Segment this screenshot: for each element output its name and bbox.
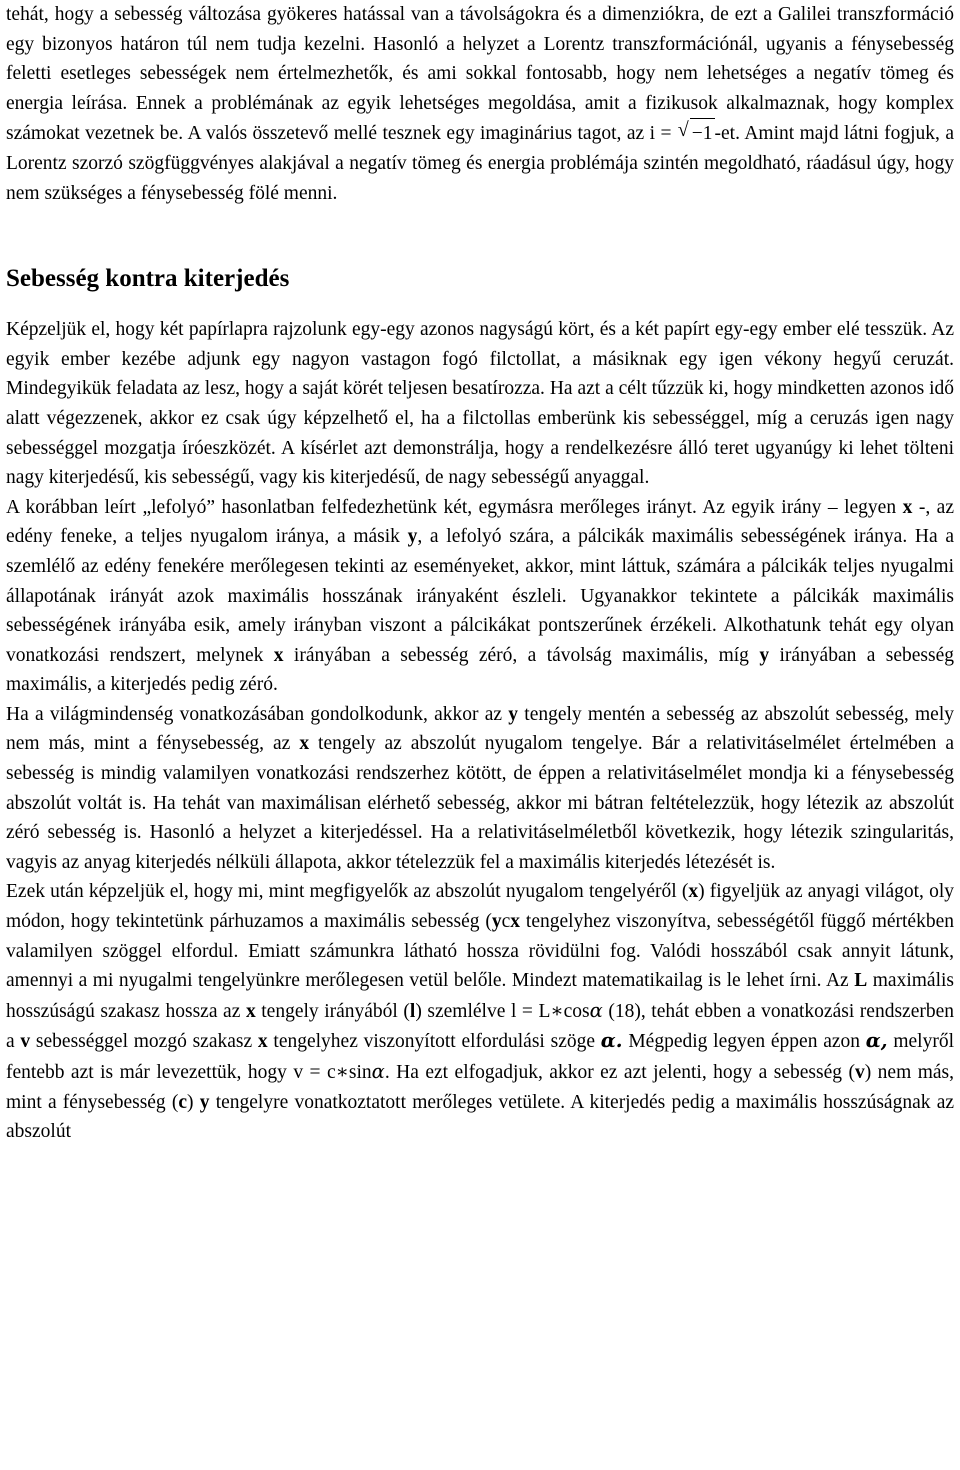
text-run: ) — [187, 1091, 200, 1113]
formula-velocity: v = c∗sin — [293, 1062, 372, 1083]
text-run: c — [501, 911, 511, 933]
paragraph-observer — [6, 877, 954, 1146]
text-run: Mégpedig legyen éppen azon — [622, 1031, 866, 1053]
math-i: i — [649, 123, 655, 145]
text-run: irányában a sebesség zéró, a távolság maximális, míg — [283, 644, 760, 666]
text-run: (18), tehát ebben a vonatkozási rendszerben a — [6, 1000, 955, 1053]
text-run: , a lefolyó szára, a pálcikák maximális sebességének iránya. Ha a szemlélő az edény fenekére merőlegesen tekinti az eseményeket, akkor, mint láttuk, számára a pálcikák teljes nyugalmi állapotának irányát azok maximális hosszának irányaként észleli. Ugyanakkor tekintete a pálcikák maximális sebességének irányába esik, amely irányban viszont a pálcikákat pontszerűnek érzékeli. Alkothatunk tehát egy olyan vonatkozási rendszert, melynek — [6, 526, 954, 666]
paragraph-experiment: Képzeljük el, hogy két papírlapra rajzolunk egy-egy azonos nagyságú kört, és a két papírt egy-egy ember elé tesszük. Az egyik ember kezébe adjunk egy nagyon vastagon fogó filctollat, a másiknak egy igen vékony hegyű ceruzát. Mindegyikük feladata az lesz, hogy a saját körét teljesen besatírozza. Ha azt a célt tűzzük ki, hogy mindketten azonos idő alatt végezzenek, akkor ez csak úgy képzelhető el, ha a filctollas emberünk kis sebességgel, míg a ceruzás igen nagy sebességgel mozgatja íróeszközét. A kísérlet azt demonstrálja, hogy a rendelkezésre álló teret ugyanúgy ki lehet tölteni nagy kiterjedésű, kis sebességű, vagy kis kiterjedésű, de nagy sebességű anyaggal. — [6, 319, 954, 489]
text-run: sebességgel mozgó szakasz — [30, 1031, 258, 1053]
symbol-x: x — [902, 496, 913, 518]
text-run: tehát, hogy a sebesség változása gyökeres hatással van a távolságokra és a dimenziókra, de ezt a Galilei transzformáció egy bizonyos határon túl nem tudja kezelni. Hasonló a helyzet a Lorentz transzformációnál, ugyanis a fénysebesség feletti esetleges sebességek nem értelmezhetők, és ami sokkal fontosabb, hogy nem lehetséges a negatív tömeg és energia leírása. Ennek a problémának az egyik lehetséges megoldása, amit a fizikusok alkalmaznak, hogy komplex számokat vezetnek be. A valós összetevő mellé tesznek egy imaginárius tagot, az — [6, 4, 954, 145]
paragraph-directions — [6, 493, 954, 700]
text-run: maximális hosszúságú szakasz hossza az — [6, 970, 954, 1022]
text-run: tengely az abszolút nyugalom tengelye. Bár a relativitáselmélet értelmében a sebesség is mindig valamilyen vonatkozási rendszerhez kötött, de éppen a relativitáselmélet mondja ki a fénysebesség abszolút voltát is. Ha tehát van maximálisan elérhető sebesség, akkor mi bátran feltételezzük, hogy létezik az abszolút zéró sebesség is. Hasonló a helyzet a kiterjedéssel. Ha a relativitáselméletből következik, hogy létezik szingularitás, vagyis az anyag kiterjedés nélküli állapota, akkor tételezzük fel a maximális kiterjedés létezését is. — [6, 733, 954, 873]
formula-length: l = L∗cos — [510, 1000, 590, 1022]
symbol-v: v — [854, 1062, 865, 1083]
math-sqrt-value: −1 — [691, 123, 713, 145]
text-run: melyről fentebb azt is már levezettük, hogy — [6, 1031, 954, 1083]
math-equals: = — [660, 123, 672, 145]
text-run: Ha a világmindenség vonatkozásában gondolkodunk, akkor az — [6, 703, 509, 725]
symbol-y: y — [407, 526, 418, 548]
paragraph-intro — [6, 0, 954, 208]
text-run: . Ha ezt elfogadjuk, akkor ez azt jelenti, hogy a sebesség ( — [384, 1062, 855, 1083]
symbol-x: x — [510, 911, 521, 933]
section-heading: Sebesség kontra kiterjedés — [6, 265, 290, 293]
symbol-x: x — [688, 881, 699, 903]
text-run: Ezek után képzeljük el, hogy mi, mint megfigyelők az abszolút nyugalom tengelyéről ( — [6, 881, 689, 903]
text-run: tengely irányából ( — [255, 1000, 410, 1022]
text-run: irányában a sebesség maximális, a kiterjedés pedig zéró. — [6, 644, 955, 696]
symbol-x: x — [299, 733, 310, 755]
paragraph-universe — [6, 700, 954, 878]
text-run: -, az edény feneke, a teljes nyugalom iránya, a másik — [6, 496, 954, 548]
symbol-y: y — [199, 1091, 210, 1113]
text-run: -et. Amint majd látni fogjuk, a Lorentz szorzó szögfüggvényes alakjával a negatív tömeg és energia problémája szintén megoldható, ráadásul úgy, hogy nem szükséges a fénysebesség fölé menni. — [6, 123, 955, 204]
symbol-alpha: α — [589, 998, 603, 1022]
symbol-L: L — [854, 970, 868, 992]
text-run: tengelyhez viszonyított elfordulási szöge — [267, 1031, 601, 1053]
symbol-y: y — [491, 911, 502, 933]
text-run: ) nem más, mint a fénysebesség ( — [6, 1062, 954, 1113]
text-run: ) szemlélve — [415, 1000, 511, 1022]
symbol-y: y — [759, 644, 770, 666]
symbol-x: x — [257, 1031, 268, 1053]
text-run: tengelyre vonatkoztatott merőleges vetülete. A kiterjedés pedig a maximális hosszúságnak az abszolút — [6, 1091, 954, 1143]
symbol-x: x — [273, 644, 284, 666]
symbol-alpha: α — [371, 1060, 385, 1083]
symbol-v: v — [20, 1031, 31, 1053]
symbol-y: y — [508, 703, 519, 725]
symbol-alpha: α, — [865, 1029, 888, 1053]
symbol-x: x — [245, 1000, 256, 1022]
text-run: A korábban leírt „lefolyó” hasonlatban felfedezhetünk két, egymásra merőleges irányt. Az egyik irány – legyen — [6, 496, 903, 518]
text-run: tengelyhez viszonyítva, sebességétől függő mértékben valamilyen szöggel elfordul. Emiatt számunkra látható hossza rövidülni fog. Valódi hosszából csak annyit látunk, amennyi a mi nyugalmi tengelyünkre merőlegesen vetül belőle. Mindezt matematikailag is le lehet írni. Az — [6, 911, 954, 992]
math-sqrt — [690, 118, 715, 149]
text-run: ) figyeljük az anyagi világot, oly módon, hogy tekintetünk párhuzamos a maximális sebesség ( — [6, 881, 954, 933]
symbol-alpha: α. — [600, 1029, 623, 1053]
symbol-c: c — [178, 1091, 188, 1113]
symbol-l: l — [409, 1000, 416, 1022]
text-run: tengely mentén a sebesség az abszolút sebesség, mely nem más, mint a fénysebesség, az — [6, 703, 954, 755]
math-imaginary-unit — [650, 123, 715, 144]
